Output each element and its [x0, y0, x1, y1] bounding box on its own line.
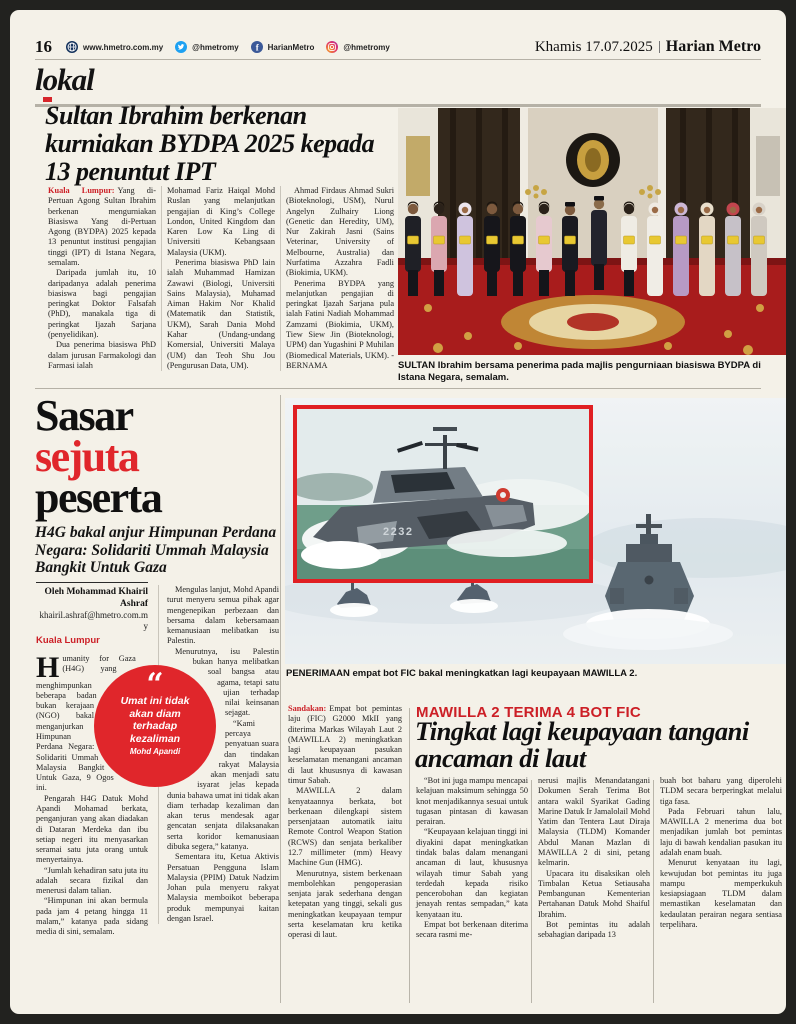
- bydpa-paragraph: Penerima BYDPA yang melanjutkan pengajian di peringkat Ijazah Sarjana pula ialah Fatini Nadiah Mohammad Zamzami (Biokimia, UKM), Tiew Siew Jin (Bioteknologi, UPM) dan Yugashini P Muhilan (Biomedical Materials, UKM). - BERNAMA: [286, 278, 394, 370]
- sasar-paragraph: “Jumlah kehadiran satu juta itu adalah secara fizikal dan menerusi dalam talian.: [36, 865, 148, 896]
- bydpa-paragraph: Daripada jumlah itu, 10 daripadanya adalah penerima biasiswa bagi pengajian peringkat Doktor Falsafah (PhD), manakala tiga di peringkat Ijazah Sarjana (penyelidikan).: [48, 268, 156, 339]
- sasar-paragraph: “Himpunan ini akan bermula pada jam 4 petang hingga 11 malam,” katanya pada sidang media di sini, semalam.: [36, 896, 148, 937]
- sasar-paragraph: “Kami percaya penyatuan suara dan tindakan rakyat Malaysia akan menjadi satu isyarat jelas kepada dunia bahawa umat ini tidak akan diam terhadap kezaliman dan akan terus mendesak agar gencatan senjata dilaksanakan serta koridor kemanusiaan dibuka segera,” katanya.: [167, 718, 279, 852]
- mawilla-lead-text: Empat bot pemintas laju (FIC) G2000 MkII yang diterima Markas Wilayah Laut 2 (MAWILLA 2) meningkatkan lagi keupayaan pasukan keselamatan menangani ancaman di laut khususnya di kawasan timur Sabah.: [288, 704, 402, 785]
- bydpa-paragraph: Penerima biasiswa PhD lain ialah Muhammad Hamizan Zawawi (Biologi, Universiti Sains Malaysia), Muhamad Aiman Hakim Nor Khalid (Matematik dan Statistik, UKM), Sarah Dania Mohd Kahar (Undang-undang Komersial, Universiti Malaya (UM) dan Teoh Shu Jou (Pengurusan Data, UM).: [167, 257, 275, 370]
- quote-mark-icon: “: [146, 667, 164, 702]
- header-rule: [35, 59, 761, 60]
- mawilla-paragraph: Empat bot berkenaan diterima secara rasmi me-: [416, 919, 528, 940]
- mawilla-paragraph: Pada Februari tahun lalu, MAWILLA 2 menerima dua bot menjadikan jumlah bot pemintas laju di bawah kendalian pasukan itu adalah enam buah.: [660, 806, 782, 857]
- mawilla-photo-caption: PENERIMAAN empat bot FIC bakal meningkatkan lagi keupayaan MAWILLA 2.: [286, 668, 638, 679]
- facebook-name: HarianMetro: [267, 42, 315, 52]
- bydpa-column-2: [161, 186, 280, 371]
- divider: [659, 41, 660, 53]
- bydpa-headline: Sultan Ibrahim berkenan kurniakan BYDPA 2025 kepada 13 penuntut IPT: [45, 101, 375, 186]
- sasar-subhead: H4G bakal anjur Himpunan Perdana Negara: Solidariti Ummah Malaysia Bangkit Untuk Gaza: [35, 524, 277, 576]
- palace-scene: [398, 108, 786, 355]
- twitter-handle: @hmetromy: [192, 42, 239, 52]
- sasar-paragraph: Mengulas lanjut, Mohd Apandi turut menyeru semua pihak agar mengenepikan perbezaan dan bersama dalam kebersamaan kemanusiaan melibatkan isu Palestin.: [167, 585, 279, 646]
- svg-text:f: f: [255, 42, 259, 53]
- sasar-kicker: Kuala Lumpur: [36, 635, 100, 646]
- column-rule: [531, 780, 532, 1003]
- bydpa-ceremony-photo: [398, 108, 786, 355]
- story-divider-rule: [35, 388, 761, 389]
- globe-icon: [66, 41, 78, 53]
- byline-author: Oleh Mohammad Khairil Ashraf: [44, 587, 148, 609]
- mawilla-paragraph: “Bot ini juga mampu mencapai kelajuan maksimum sehingga 50 knot menjadikannya sesuai untuk tugasan pintasan di kawasan perairan.: [416, 776, 528, 827]
- pull-quote-text: Umat ini tidak akan diam terhadap kezaliman: [120, 695, 190, 745]
- sasar-headline-line3: peserta: [35, 473, 162, 522]
- pull-quote-circle: [94, 665, 216, 787]
- bydpa-paragraph: Ahmad Firdaus Ahmad Sukri (Bioteknologi, USM), Nurul Angelyn Zulhairy Liong (Genetic dan Heredity, UM), Nur Zakirah Jasni (Sains Veterinar, University of Melbourne, Australia) dan Nurfatima Azzahra Fadli (Biokimia, UKM).: [286, 186, 394, 278]
- drop-cap: H: [36, 651, 60, 684]
- mawilla-paragraph: Upacara itu disaksikan oleh Timbalan Ketua Setiausaha Pembangunan Kementerian Pertahanan Datuk Mohd Shaiful Ibrahim.: [538, 868, 650, 919]
- instagram-handle: @hmetromy: [343, 42, 390, 52]
- sasar-lead-text: umanity for Gaza (H4G) yang menghimpunkan beberapa badan bukan kerajaan (NGO) bakal menganjurkan Himpunan Perdana Negara: Solidariti Ummah Malaysia Bangkit Untuk Gaza, 9 Ogos ini.: [36, 654, 136, 793]
- bydpa-lead-paragraph: [48, 186, 156, 268]
- mawilla-paragraph: “Keupayaan kelajuan tinggi ini diyakini dapat meningkatkan tindak balas dalam menangani ancaman di laut, khususnya wilayah timur Sabah yang terdedah kepada risiko pencerobohan dan kegiatan jenayah rentas sempadan,” kata kenyataan itu.: [416, 827, 528, 919]
- mawilla-column-2: [416, 776, 528, 941]
- sasar-headline-line2: sejuta: [35, 432, 139, 481]
- page-header: [35, 36, 761, 58]
- mawilla-column-1: [288, 704, 402, 940]
- sasar-paragraph: Menurutnya, isu Palestin bukan hanya melibatkan soal bangsa atau agama, tetapi satu ujian terhadap nilai keinsanan sejagat.: [175, 646, 279, 718]
- bydpa-paragraph: Dua penerima biasiswa PhD dalam jurusan Farmakologi dan Farmasi ialah: [48, 340, 156, 370]
- fic-boat-scene: [297, 409, 589, 579]
- mawilla-column-3: [538, 776, 650, 941]
- pull-quote-attribution: Mohd Apandi: [129, 747, 181, 756]
- mawilla-paragraph: nerusi majlis Menandatangani Dokumen Serah Terima Bot antara wakil Syarikat Gading Marine Datuk Ir Jamalolail Mohd Yatim dan Tentera Laut Diraja Malaysia (TLDM) Komander Abdul Manan Mazlan di MAWILLA 2 di sini, petang kelmarin.: [538, 776, 650, 868]
- sasar-paragraph: Sementara itu, Ketua Aktivis Persatuan Pengguna Islam Malaysia (PPIM) Datuk Nadzim Johan pula menyeru rakyat Malaysia memboikot beberapa produk mempunyai kaitan dengan Israel.: [167, 852, 279, 923]
- mawilla-headline: Tingkat lagi keupayaan tangani ancaman di laut: [415, 716, 749, 773]
- bydpa-paragraph: Mohamad Fariz Haiqal Mohd Ruslan yang melanjutkan pengajian di King’s College London, United Kingdom dan Karen Low Ka Ling di Universiti Kebangsaan Malaysia (UKM).: [167, 186, 275, 257]
- twitter-icon: [175, 41, 187, 53]
- mawilla-lead-paragraph: [288, 704, 402, 786]
- mawilla-column-4: [660, 776, 782, 930]
- masthead: Harian Metro: [665, 38, 761, 55]
- byline-block: [36, 582, 148, 632]
- bydpa-column-1: [43, 186, 161, 371]
- column-rule: [653, 780, 654, 1003]
- mawilla-paragraph: Menurut kenyataan itu lagi, kewujudan bot pemintas itu juga mampu memperkukuh kesiapsiagaan TLDM dalam memastikan keselamatan dan kedaulatan perairan negara sentiasa terpelihara.: [660, 858, 782, 929]
- mawilla-paragraph: MAWILLA 2 dalam kenyataannya berkata, bot berkenaan dilengkapi sistem persenjataan automatik iaitu Remote Control Weapon Station (RCWS) dan senjata berkaliber 12.7 millimeter (mm) Heavy Machine Gun (HMG).: [288, 786, 402, 868]
- instagram-icon: [326, 41, 338, 53]
- bydpa-column-3: [280, 186, 399, 371]
- bydpa-article-body: [43, 186, 399, 371]
- section-title: lokal: [35, 62, 94, 97]
- edition-date: Khamis 17.07.2025: [534, 38, 653, 55]
- sasar-headline: [35, 391, 285, 522]
- fic-boat-inset-photo: [293, 405, 593, 583]
- column-rule: [409, 708, 410, 1003]
- sasar-paragraph: Pengarah H4G Datuk Mohd Apandi Mohamad berkata, penganjuran yang akan diadakan di Dataran Merdeka dan ibu setiap negeri itu menyasarkan seramai satu juta orang untuk menyertainya.: [36, 793, 148, 865]
- social-links: [66, 41, 397, 53]
- bydpa-photo-caption: SULTAN Ibrahim bersama penerima pada majlis pengurniaan biasiswa BYDPA di Istana Negara, semalam.: [398, 360, 761, 383]
- bydpa-lead-text: Yang di-Pertuan Agong Sultan Ibrahim berkenan mengurniakan Biasiswa Yang di-Pertuan Agong (BYDPA) 2025 kepada 13 penuntut institusi pengajian tinggi (IPT) di Istana Negara, semalam.: [48, 186, 157, 267]
- mawilla-paragraph: Menurutnya, sistem berkenaan membolehkan pengoperasian senjata jarak sederhana dengan ketepatan yang tinggi, sekali gus meningkatkan keupayaan tempur serta keselamatan kru ketika operasi di laut.: [288, 868, 402, 940]
- mawilla-photo: [285, 398, 786, 664]
- page-number: 16: [35, 37, 52, 56]
- newspaper-page: [10, 10, 786, 1014]
- mawilla-paragraph: Bot pemintas itu adalah sebahagian daripada 13: [538, 919, 650, 940]
- mawilla-dateline: Sandakan:: [288, 704, 327, 713]
- website-link: www.hmetro.com.my: [83, 42, 164, 52]
- mawilla-kicker: MAWILLA 2 TERIMA 4 BOT FIC: [416, 704, 641, 721]
- mawilla-paragraph: buah bot baharu yang diperolehi TLDM secara berperingkat melalui tiga fasa.: [660, 776, 782, 806]
- hull-number: 2232: [383, 526, 414, 538]
- bydpa-dateline: Kuala Lumpur:: [48, 186, 115, 195]
- facebook-icon: [251, 41, 263, 53]
- byline-email: khairil.ashraf@hmetro.com.my: [39, 610, 148, 631]
- sasar-headline-line1: Sasar: [35, 391, 133, 440]
- edition-info: [535, 38, 761, 56]
